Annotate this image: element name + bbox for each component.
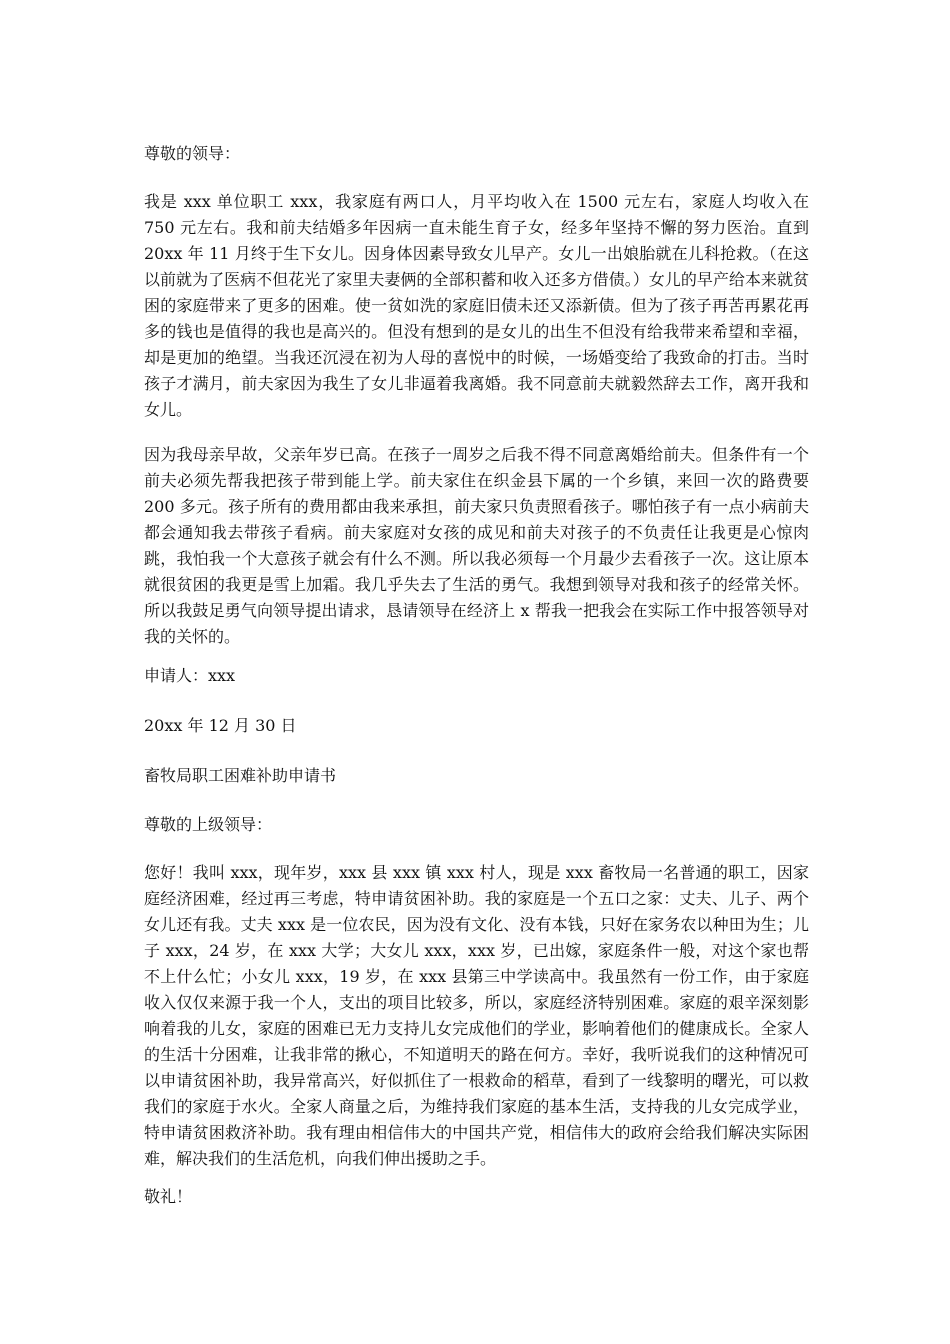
salutation-2: 尊敬的上级领导： xyxy=(144,815,273,834)
date-line: 20xx 年 12 月 30 日 xyxy=(144,716,297,735)
closing-line: 敬礼！ xyxy=(144,1187,193,1206)
paragraph-3: 您好！我叫 xxx，现年岁，xxx 县 xxx 镇 xxx 村人，现是 xxx 畜牧局一名普通的职工，因家庭经济困难，经过再三考虑，特申请贫困补助。我的家庭是一个五口之家：丈夫、儿子、两个女儿还有我。丈夫 xxx 是一位农民，因为没有文化、没有本钱，只好在家务农以种田为生；儿子 xxx，24 岁，在 xxx 大学；大女儿 xxx，xxx 岁，已出嫁，家庭条件一般，对这个家也帮不上什么忙；小女儿 xxx，19 岁，在 xxx 县第三中学读高中。我虽然有一份工作，由于家庭收入仅仅来源于我一个人，支出的项目比较多，所以，家庭经济特别困难。家庭的艰辛深刻影响着我的儿女，家庭的困难已无力支持儿女完成他们的学业，影响着他们的健康成长。全家人的生活十分困难，让我非常的揪心，不知道明天的路在何方。幸好，我听说我们的这种情况可以申请贫困补助，我异常高兴，好似抓住了一根救命的稻草，看到了一线黎明的曙光，可以救我们的家庭于水火。全家人商量之后，为维持我们家庭的基本生活，支持我的儿女完成学业，特申请贫困救济补助。我有理由相信伟大的中国共产党，相信伟大的政府会给我们解决实际困难，解决我们的生活危机，向我们伸出援助之手。 xyxy=(144,863,809,1168)
salutation-1: 尊敬的领导： xyxy=(144,144,241,163)
letter-title: 畜牧局职工困难补助申请书 xyxy=(144,766,337,785)
applicant-line: 申请人：xxx xyxy=(144,666,236,685)
paragraph-2: 因为我母亲早故，父亲年岁已高。在孩子一周岁之后我不得不同意离婚给前夫。但条件有一个前夫必须先帮我把孩子带到能上学。前夫家住在织金县下属的一个乡镇，来回一次的路费要 200 多元。孩子所有的费用都由我来承担，前夫家只负责照看孩子。哪怕孩子有一点小病前夫都会通知我去带孩子看病。前夫家庭对女孩的成见和前夫对孩子的不负责任让我更是心惊肉跳，我怕我一个大意孩子就会有什么不测。所以我必须每一个月最少去看孩子一次。这让原本就很贫困的我更是雪上加霜。我几乎失去了生活的勇气。我想到领导对我和孩子的经常关怀。所以我鼓足勇气向领导提出请求，恳请领导在经济上 x 帮我一把我会在实际工作中报答领导对我的关怀的。 xyxy=(144,445,809,646)
paragraph-1: 我是 xxx 单位职工 xxx，我家庭有两口人，月平均收入在 1500 元左右，家庭人均收入在 750 元左右。我和前夫结婚多年因病一直未能生育子女，经多年坚持不懈的努力医治。直到 20xx 年 11 月终于生下女儿。因身体因素导致女儿早产。女儿一出娘胎就在儿科抢救。（在这以前就为了医病不但花光了家里夫妻俩的全部积蓄和收入还多方借债。）女儿的早产给本来就贫困的家庭带来了更多的困难。使一贫如洗的家庭旧债未还又添新债。但为了孩子再苦再累花再多的钱也是值得的我也是高兴的。但没有想到的是女儿的出生不但没有给我带来希望和幸福，却是更加的绝望。当我还沉浸在初为人母的喜悦中的时候，一场婚变给了我致命的打击。当时孩子才满月，前夫家因为我生了女儿非逼着我离婚。我不同意前夫就毅然辞去工作，离开我和女儿。 xyxy=(144,192,809,419)
